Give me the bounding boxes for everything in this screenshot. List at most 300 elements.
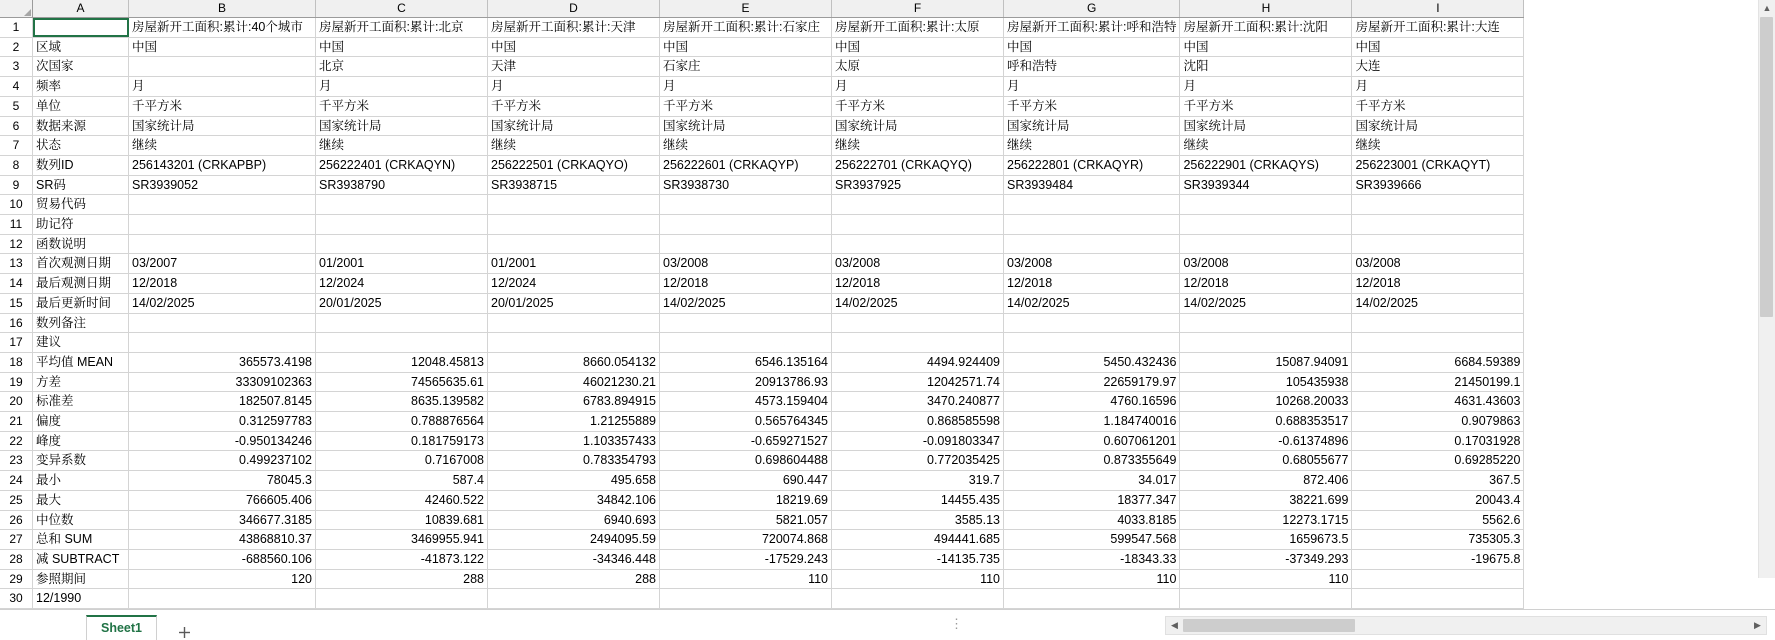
cell-e6[interactable]: 国家统计局 xyxy=(660,116,832,136)
cell-c2[interactable]: 中国 xyxy=(316,37,488,57)
cell-i8[interactable]: 256223001 (CRKAQYT) xyxy=(1352,155,1524,175)
cell-d4[interactable]: 月 xyxy=(488,77,660,97)
cell-c6[interactable]: 国家统计局 xyxy=(316,116,488,136)
cell-g24[interactable]: 34.017 xyxy=(1004,471,1180,491)
cell-f24[interactable]: 319.7 xyxy=(832,471,1004,491)
cell-e10[interactable] xyxy=(660,195,832,215)
cell-a18[interactable]: 平均值 MEAN xyxy=(33,352,129,372)
cell-g6[interactable]: 国家统计局 xyxy=(1004,116,1180,136)
column-header-g[interactable]: G xyxy=(1004,0,1180,18)
row-header[interactable]: 7 xyxy=(0,136,33,156)
cell-h7[interactable]: 继续 xyxy=(1180,136,1352,156)
cell-b8[interactable]: 256143201 (CRKAPBP) xyxy=(129,155,316,175)
cell-h6[interactable]: 国家统计局 xyxy=(1180,116,1352,136)
cell-c18[interactable]: 12048.45813 xyxy=(316,352,488,372)
cell-h20[interactable]: 10268.20033 xyxy=(1180,392,1352,412)
row-header[interactable]: 4 xyxy=(0,77,33,97)
cell-b24[interactable]: 78045.3 xyxy=(129,471,316,491)
cell-a26[interactable]: 中位数 xyxy=(33,510,129,530)
cell-g23[interactable]: 0.873355649 xyxy=(1004,451,1180,471)
cell-b3[interactable] xyxy=(129,57,316,77)
cell-i14[interactable]: 12/2018 xyxy=(1352,274,1524,294)
cell-a12[interactable]: 函数说明 xyxy=(33,234,129,254)
column-header-d[interactable]: D xyxy=(488,0,660,18)
cell-i24[interactable]: 367.5 xyxy=(1352,471,1524,491)
row-header[interactable]: 25 xyxy=(0,490,33,510)
row-header[interactable]: 1 xyxy=(0,18,33,38)
cell-i6[interactable]: 国家统计局 xyxy=(1352,116,1524,136)
row-header[interactable]: 11 xyxy=(0,215,33,235)
cell-e20[interactable]: 4573.159404 xyxy=(660,392,832,412)
cell-d11[interactable] xyxy=(488,215,660,235)
cell-a7[interactable]: 状态 xyxy=(33,136,129,156)
cell-f10[interactable] xyxy=(832,195,1004,215)
cell-a21[interactable]: 偏度 xyxy=(33,412,129,432)
cell-f5[interactable]: 千平方米 xyxy=(832,96,1004,116)
cell-b12[interactable] xyxy=(129,234,316,254)
cell-e13[interactable]: 03/2008 xyxy=(660,254,832,274)
cell-a16[interactable]: 数列备注 xyxy=(33,313,129,333)
tab-overflow-dots-icon[interactable]: ⋮ xyxy=(950,616,965,632)
table-row[interactable] xyxy=(0,412,1524,432)
cell-i9[interactable]: SR3939666 xyxy=(1352,175,1524,195)
cell-b6[interactable]: 国家统计局 xyxy=(129,116,316,136)
cell-a30[interactable]: 12/1990 xyxy=(33,589,129,609)
cell-c11[interactable] xyxy=(316,215,488,235)
table-row[interactable] xyxy=(0,431,1524,451)
cell-a15[interactable]: 最后更新时间 xyxy=(33,293,129,313)
cell-g26[interactable]: 4033.8185 xyxy=(1004,510,1180,530)
cell-c20[interactable]: 8635.139582 xyxy=(316,392,488,412)
row-header[interactable]: 22 xyxy=(0,431,33,451)
cell-f18[interactable]: 4494.924409 xyxy=(832,352,1004,372)
cell-e22[interactable]: -0.659271527 xyxy=(660,431,832,451)
cell-d20[interactable]: 6783.894915 xyxy=(488,392,660,412)
cell-g4[interactable]: 月 xyxy=(1004,77,1180,97)
cell-h24[interactable]: 872.406 xyxy=(1180,471,1352,491)
cell-g11[interactable] xyxy=(1004,215,1180,235)
cell-i15[interactable]: 14/02/2025 xyxy=(1352,293,1524,313)
cell-f25[interactable]: 14455.435 xyxy=(832,490,1004,510)
cell-a4[interactable]: 频率 xyxy=(33,77,129,97)
cell-i26[interactable]: 5562.6 xyxy=(1352,510,1524,530)
cell-c27[interactable]: 3469955.941 xyxy=(316,530,488,550)
cell-a1[interactable] xyxy=(33,18,129,38)
cell-a25[interactable]: 最大 xyxy=(33,490,129,510)
cell-b5[interactable]: 千平方米 xyxy=(129,96,316,116)
table-row[interactable] xyxy=(0,195,1524,215)
cell-h25[interactable]: 38221.699 xyxy=(1180,490,1352,510)
column-header-e[interactable]: E xyxy=(660,0,832,18)
row-header[interactable]: 21 xyxy=(0,412,33,432)
row-header[interactable]: 18 xyxy=(0,352,33,372)
cell-b13[interactable]: 03/2007 xyxy=(129,254,316,274)
cell-i18[interactable]: 6684.59389 xyxy=(1352,352,1524,372)
cell-e4[interactable]: 月 xyxy=(660,77,832,97)
cell-e18[interactable]: 6546.135164 xyxy=(660,352,832,372)
cell-g30[interactable] xyxy=(1004,589,1180,609)
cell-g13[interactable]: 03/2008 xyxy=(1004,254,1180,274)
cell-g18[interactable]: 5450.432436 xyxy=(1004,352,1180,372)
cell-e7[interactable]: 继续 xyxy=(660,136,832,156)
cell-b1[interactable]: 房屋新开工面积:累计:40个城市 xyxy=(129,18,316,38)
row-header[interactable]: 16 xyxy=(0,313,33,333)
cell-e12[interactable] xyxy=(660,234,832,254)
cell-h1[interactable]: 房屋新开工面积:累计:沈阳 xyxy=(1180,18,1352,38)
cell-a2[interactable]: 区域 xyxy=(33,37,129,57)
cell-e3[interactable]: 石家庄 xyxy=(660,57,832,77)
cell-a14[interactable]: 最后观测日期 xyxy=(33,274,129,294)
row-header[interactable]: 19 xyxy=(0,372,33,392)
row-header[interactable]: 14 xyxy=(0,274,33,294)
cell-a17[interactable]: 建议 xyxy=(33,333,129,353)
table-row[interactable] xyxy=(0,490,1524,510)
cell-i19[interactable]: 21450199.1 xyxy=(1352,372,1524,392)
cell-g2[interactable]: 中国 xyxy=(1004,37,1180,57)
cell-g17[interactable] xyxy=(1004,333,1180,353)
cell-c21[interactable]: 0.788876564 xyxy=(316,412,488,432)
cell-e8[interactable]: 256222601 (CRKAQYP) xyxy=(660,155,832,175)
cell-c29[interactable]: 288 xyxy=(316,569,488,589)
cell-b7[interactable]: 继续 xyxy=(129,136,316,156)
cell-d7[interactable]: 继续 xyxy=(488,136,660,156)
cell-d16[interactable] xyxy=(488,313,660,333)
cell-a24[interactable]: 最小 xyxy=(33,471,129,491)
cell-c23[interactable]: 0.7167008 xyxy=(316,451,488,471)
cell-g9[interactable]: SR3939484 xyxy=(1004,175,1180,195)
horizontal-scroll-thumb[interactable] xyxy=(1183,619,1355,632)
column-header-a[interactable]: A xyxy=(33,0,129,18)
cell-d6[interactable]: 国家统计局 xyxy=(488,116,660,136)
cell-h15[interactable]: 14/02/2025 xyxy=(1180,293,1352,313)
cell-e27[interactable]: 720074.868 xyxy=(660,530,832,550)
cell-c14[interactable]: 12/2024 xyxy=(316,274,488,294)
cell-f9[interactable]: SR3937925 xyxy=(832,175,1004,195)
row-header[interactable]: 27 xyxy=(0,530,33,550)
cell-f7[interactable]: 继续 xyxy=(832,136,1004,156)
cell-g29[interactable]: 110 xyxy=(1004,569,1180,589)
table-row[interactable] xyxy=(0,372,1524,392)
cell-h14[interactable]: 12/2018 xyxy=(1180,274,1352,294)
cell-d24[interactable]: 495.658 xyxy=(488,471,660,491)
column-header-i[interactable]: I xyxy=(1352,0,1524,18)
cell-d17[interactable] xyxy=(488,333,660,353)
scroll-left-arrow-icon[interactable]: ◀ xyxy=(1171,620,1178,631)
column-header-row[interactable] xyxy=(0,0,1524,18)
cell-f15[interactable]: 14/02/2025 xyxy=(832,293,1004,313)
cell-i22[interactable]: 0.17031928 xyxy=(1352,431,1524,451)
cell-g25[interactable]: 18377.347 xyxy=(1004,490,1180,510)
cell-g12[interactable] xyxy=(1004,234,1180,254)
cell-b20[interactable]: 182507.8145 xyxy=(129,392,316,412)
cell-a22[interactable]: 峰度 xyxy=(33,431,129,451)
cell-h21[interactable]: 0.688353517 xyxy=(1180,412,1352,432)
cell-d28[interactable]: -34346.448 xyxy=(488,549,660,569)
vertical-scrollbar[interactable] xyxy=(1758,0,1775,578)
cell-c26[interactable]: 10839.681 xyxy=(316,510,488,530)
worksheet-rows[interactable] xyxy=(0,18,1524,609)
cell-c30[interactable] xyxy=(316,589,488,609)
cell-b25[interactable]: 766605.406 xyxy=(129,490,316,510)
cell-d29[interactable]: 288 xyxy=(488,569,660,589)
cell-b18[interactable]: 365573.4198 xyxy=(129,352,316,372)
horizontal-scrollbar[interactable] xyxy=(1165,616,1767,635)
cell-g16[interactable] xyxy=(1004,313,1180,333)
row-header[interactable]: 15 xyxy=(0,293,33,313)
cell-b29[interactable]: 120 xyxy=(129,569,316,589)
table-row[interactable] xyxy=(0,116,1524,136)
cell-a9[interactable]: SR码 xyxy=(33,175,129,195)
cell-b10[interactable] xyxy=(129,195,316,215)
cell-a20[interactable]: 标准差 xyxy=(33,392,129,412)
cell-i5[interactable]: 千平方米 xyxy=(1352,96,1524,116)
cell-h8[interactable]: 256222901 (CRKAQYS) xyxy=(1180,155,1352,175)
cell-g20[interactable]: 4760.16596 xyxy=(1004,392,1180,412)
cell-g10[interactable] xyxy=(1004,195,1180,215)
cell-a6[interactable]: 数据来源 xyxy=(33,116,129,136)
row-header[interactable]: 30 xyxy=(0,589,33,609)
cell-e14[interactable]: 12/2018 xyxy=(660,274,832,294)
cell-e26[interactable]: 5821.057 xyxy=(660,510,832,530)
cell-e2[interactable]: 中国 xyxy=(660,37,832,57)
cell-b11[interactable] xyxy=(129,215,316,235)
row-header[interactable]: 17 xyxy=(0,333,33,353)
cell-f2[interactable]: 中国 xyxy=(832,37,1004,57)
table-row[interactable] xyxy=(0,77,1524,97)
table-row[interactable] xyxy=(0,510,1524,530)
cell-i7[interactable]: 继续 xyxy=(1352,136,1524,156)
column-header-h[interactable]: H xyxy=(1180,0,1352,18)
cell-c16[interactable] xyxy=(316,313,488,333)
cell-i11[interactable] xyxy=(1352,215,1524,235)
table-row[interactable] xyxy=(0,57,1524,77)
cell-d8[interactable]: 256222501 (CRKAQYO) xyxy=(488,155,660,175)
table-row[interactable] xyxy=(0,96,1524,116)
cell-e21[interactable]: 0.565764345 xyxy=(660,412,832,432)
row-header[interactable]: 23 xyxy=(0,451,33,471)
cell-f19[interactable]: 12042571.74 xyxy=(832,372,1004,392)
row-header[interactable]: 28 xyxy=(0,549,33,569)
vertical-scroll-thumb[interactable] xyxy=(1760,17,1773,317)
sheet-tab-strip[interactable] xyxy=(0,610,197,640)
column-header-f[interactable]: F xyxy=(832,0,1004,18)
cell-h26[interactable]: 12273.1715 xyxy=(1180,510,1352,530)
cell-d27[interactable]: 2494095.59 xyxy=(488,530,660,550)
cell-f1[interactable]: 房屋新开工面积:累计:太原 xyxy=(832,18,1004,38)
cell-b15[interactable]: 14/02/2025 xyxy=(129,293,316,313)
horizontal-scroll-track[interactable] xyxy=(1183,618,1749,633)
cell-d18[interactable]: 8660.054132 xyxy=(488,352,660,372)
cell-d2[interactable]: 中国 xyxy=(488,37,660,57)
cell-a23[interactable]: 变异系数 xyxy=(33,451,129,471)
cell-d23[interactable]: 0.783354793 xyxy=(488,451,660,471)
table-row[interactable] xyxy=(0,274,1524,294)
cell-h18[interactable]: 15087.94091 xyxy=(1180,352,1352,372)
cell-i2[interactable]: 中国 xyxy=(1352,37,1524,57)
cell-h4[interactable]: 月 xyxy=(1180,77,1352,97)
cell-d10[interactable] xyxy=(488,195,660,215)
cell-h5[interactable]: 千平方米 xyxy=(1180,96,1352,116)
cell-f30[interactable] xyxy=(832,589,1004,609)
cell-f3[interactable]: 太原 xyxy=(832,57,1004,77)
cell-h13[interactable]: 03/2008 xyxy=(1180,254,1352,274)
table-row[interactable] xyxy=(0,392,1524,412)
cell-c8[interactable]: 256222401 (CRKAQYN) xyxy=(316,155,488,175)
cell-f11[interactable] xyxy=(832,215,1004,235)
scroll-right-arrow-icon[interactable]: ▶ xyxy=(1754,620,1761,631)
cell-a28[interactable]: 减 SUBTRACT xyxy=(33,549,129,569)
cell-f17[interactable] xyxy=(832,333,1004,353)
cell-c19[interactable]: 74565635.61 xyxy=(316,372,488,392)
cell-e17[interactable] xyxy=(660,333,832,353)
row-header[interactable]: 20 xyxy=(0,392,33,412)
table-row[interactable] xyxy=(0,471,1524,491)
cell-e25[interactable]: 18219.69 xyxy=(660,490,832,510)
cell-f8[interactable]: 256222701 (CRKAQYQ) xyxy=(832,155,1004,175)
cell-g1[interactable]: 房屋新开工面积:累计:呼和浩特 xyxy=(1004,18,1180,38)
cell-f4[interactable]: 月 xyxy=(832,77,1004,97)
cell-b2[interactable]: 中国 xyxy=(129,37,316,57)
cell-h23[interactable]: 0.68055677 xyxy=(1180,451,1352,471)
cell-d14[interactable]: 12/2024 xyxy=(488,274,660,294)
cell-g3[interactable]: 呼和浩特 xyxy=(1004,57,1180,77)
cell-f21[interactable]: 0.868585598 xyxy=(832,412,1004,432)
cell-i25[interactable]: 20043.4 xyxy=(1352,490,1524,510)
cell-e5[interactable]: 千平方米 xyxy=(660,96,832,116)
cell-c17[interactable] xyxy=(316,333,488,353)
cell-c5[interactable]: 千平方米 xyxy=(316,96,488,116)
cell-f16[interactable] xyxy=(832,313,1004,333)
table-row[interactable] xyxy=(0,313,1524,333)
cell-d15[interactable]: 20/01/2025 xyxy=(488,293,660,313)
column-header-c[interactable]: C xyxy=(316,0,488,18)
cell-h11[interactable] xyxy=(1180,215,1352,235)
cell-c12[interactable] xyxy=(316,234,488,254)
cell-d3[interactable]: 天津 xyxy=(488,57,660,77)
cell-i13[interactable]: 03/2008 xyxy=(1352,254,1524,274)
table-row[interactable] xyxy=(0,293,1524,313)
table-row[interactable] xyxy=(0,155,1524,175)
cell-c15[interactable]: 20/01/2025 xyxy=(316,293,488,313)
cell-i4[interactable]: 月 xyxy=(1352,77,1524,97)
cell-i30[interactable] xyxy=(1352,589,1524,609)
cell-c28[interactable]: -41873.122 xyxy=(316,549,488,569)
cell-f12[interactable] xyxy=(832,234,1004,254)
cell-h29[interactable]: 110 xyxy=(1180,569,1352,589)
cell-h16[interactable] xyxy=(1180,313,1352,333)
table-row[interactable] xyxy=(0,569,1524,589)
cell-g21[interactable]: 1.184740016 xyxy=(1004,412,1180,432)
row-header[interactable]: 26 xyxy=(0,510,33,530)
cell-f26[interactable]: 3585.13 xyxy=(832,510,1004,530)
cell-h19[interactable]: 105435938 xyxy=(1180,372,1352,392)
cell-b4[interactable]: 月 xyxy=(129,77,316,97)
cell-b21[interactable]: 0.312597783 xyxy=(129,412,316,432)
row-header[interactable]: 29 xyxy=(0,569,33,589)
row-header[interactable]: 10 xyxy=(0,195,33,215)
select-all-corner[interactable] xyxy=(0,0,33,18)
cell-d22[interactable]: 1.103357433 xyxy=(488,431,660,451)
table-row[interactable] xyxy=(0,333,1524,353)
cell-b9[interactable]: SR3939052 xyxy=(129,175,316,195)
cell-d9[interactable]: SR3938715 xyxy=(488,175,660,195)
table-row[interactable] xyxy=(0,530,1524,550)
cell-h27[interactable]: 1659673.5 xyxy=(1180,530,1352,550)
cell-b14[interactable]: 12/2018 xyxy=(129,274,316,294)
cell-e30[interactable] xyxy=(660,589,832,609)
cell-h9[interactable]: SR3939344 xyxy=(1180,175,1352,195)
cell-h30[interactable] xyxy=(1180,589,1352,609)
cell-g22[interactable]: 0.607061201 xyxy=(1004,431,1180,451)
cell-g8[interactable]: 256222801 (CRKAQYR) xyxy=(1004,155,1180,175)
row-header[interactable]: 6 xyxy=(0,116,33,136)
sheet-tab-sheet1[interactable]: Sheet1 xyxy=(86,615,157,640)
cell-b19[interactable]: 33309102363 xyxy=(129,372,316,392)
table-row[interactable] xyxy=(0,18,1524,38)
cell-h10[interactable] xyxy=(1180,195,1352,215)
cell-d1[interactable]: 房屋新开工面积:累计:天津 xyxy=(488,18,660,38)
cell-i10[interactable] xyxy=(1352,195,1524,215)
cell-e16[interactable] xyxy=(660,313,832,333)
row-header[interactable]: 2 xyxy=(0,37,33,57)
cell-b27[interactable]: 43868810.37 xyxy=(129,530,316,550)
cell-f27[interactable]: 494441.685 xyxy=(832,530,1004,550)
cell-c22[interactable]: 0.181759173 xyxy=(316,431,488,451)
add-sheet-icon[interactable] xyxy=(171,625,197,640)
row-header[interactable]: 12 xyxy=(0,234,33,254)
cell-g27[interactable]: 599547.568 xyxy=(1004,530,1180,550)
cell-e15[interactable]: 14/02/2025 xyxy=(660,293,832,313)
cell-f20[interactable]: 3470.240877 xyxy=(832,392,1004,412)
cell-c3[interactable]: 北京 xyxy=(316,57,488,77)
cell-b28[interactable]: -688560.106 xyxy=(129,549,316,569)
cell-i3[interactable]: 大连 xyxy=(1352,57,1524,77)
cell-i1[interactable]: 房屋新开工面积:累计:大连 xyxy=(1352,18,1524,38)
cell-e11[interactable] xyxy=(660,215,832,235)
cell-f6[interactable]: 国家统计局 xyxy=(832,116,1004,136)
cell-d5[interactable]: 千平方米 xyxy=(488,96,660,116)
cell-e24[interactable]: 690.447 xyxy=(660,471,832,491)
row-header[interactable]: 9 xyxy=(0,175,33,195)
table-row[interactable] xyxy=(0,451,1524,471)
cell-h22[interactable]: -0.61374896 xyxy=(1180,431,1352,451)
cell-i12[interactable] xyxy=(1352,234,1524,254)
row-header[interactable]: 8 xyxy=(0,155,33,175)
cell-d19[interactable]: 46021230.21 xyxy=(488,372,660,392)
table-row[interactable] xyxy=(0,136,1524,156)
row-header[interactable]: 3 xyxy=(0,57,33,77)
cell-e23[interactable]: 0.698604488 xyxy=(660,451,832,471)
cell-h28[interactable]: -37349.293 xyxy=(1180,549,1352,569)
cell-c13[interactable]: 01/2001 xyxy=(316,254,488,274)
cell-i17[interactable] xyxy=(1352,333,1524,353)
cell-i29[interactable] xyxy=(1352,569,1524,589)
cell-h2[interactable]: 中国 xyxy=(1180,37,1352,57)
table-row[interactable] xyxy=(0,37,1524,57)
cell-a19[interactable]: 方差 xyxy=(33,372,129,392)
cell-g5[interactable]: 千平方米 xyxy=(1004,96,1180,116)
cell-b30[interactable] xyxy=(129,589,316,609)
cell-d25[interactable]: 34842.106 xyxy=(488,490,660,510)
cell-i23[interactable]: 0.69285220 xyxy=(1352,451,1524,471)
cell-b26[interactable]: 346677.3185 xyxy=(129,510,316,530)
cell-d30[interactable] xyxy=(488,589,660,609)
cell-a29[interactable]: 参照期间 xyxy=(33,569,129,589)
cell-e9[interactable]: SR3938730 xyxy=(660,175,832,195)
row-header[interactable]: 13 xyxy=(0,254,33,274)
cell-f29[interactable]: 110 xyxy=(832,569,1004,589)
table-row[interactable] xyxy=(0,175,1524,195)
